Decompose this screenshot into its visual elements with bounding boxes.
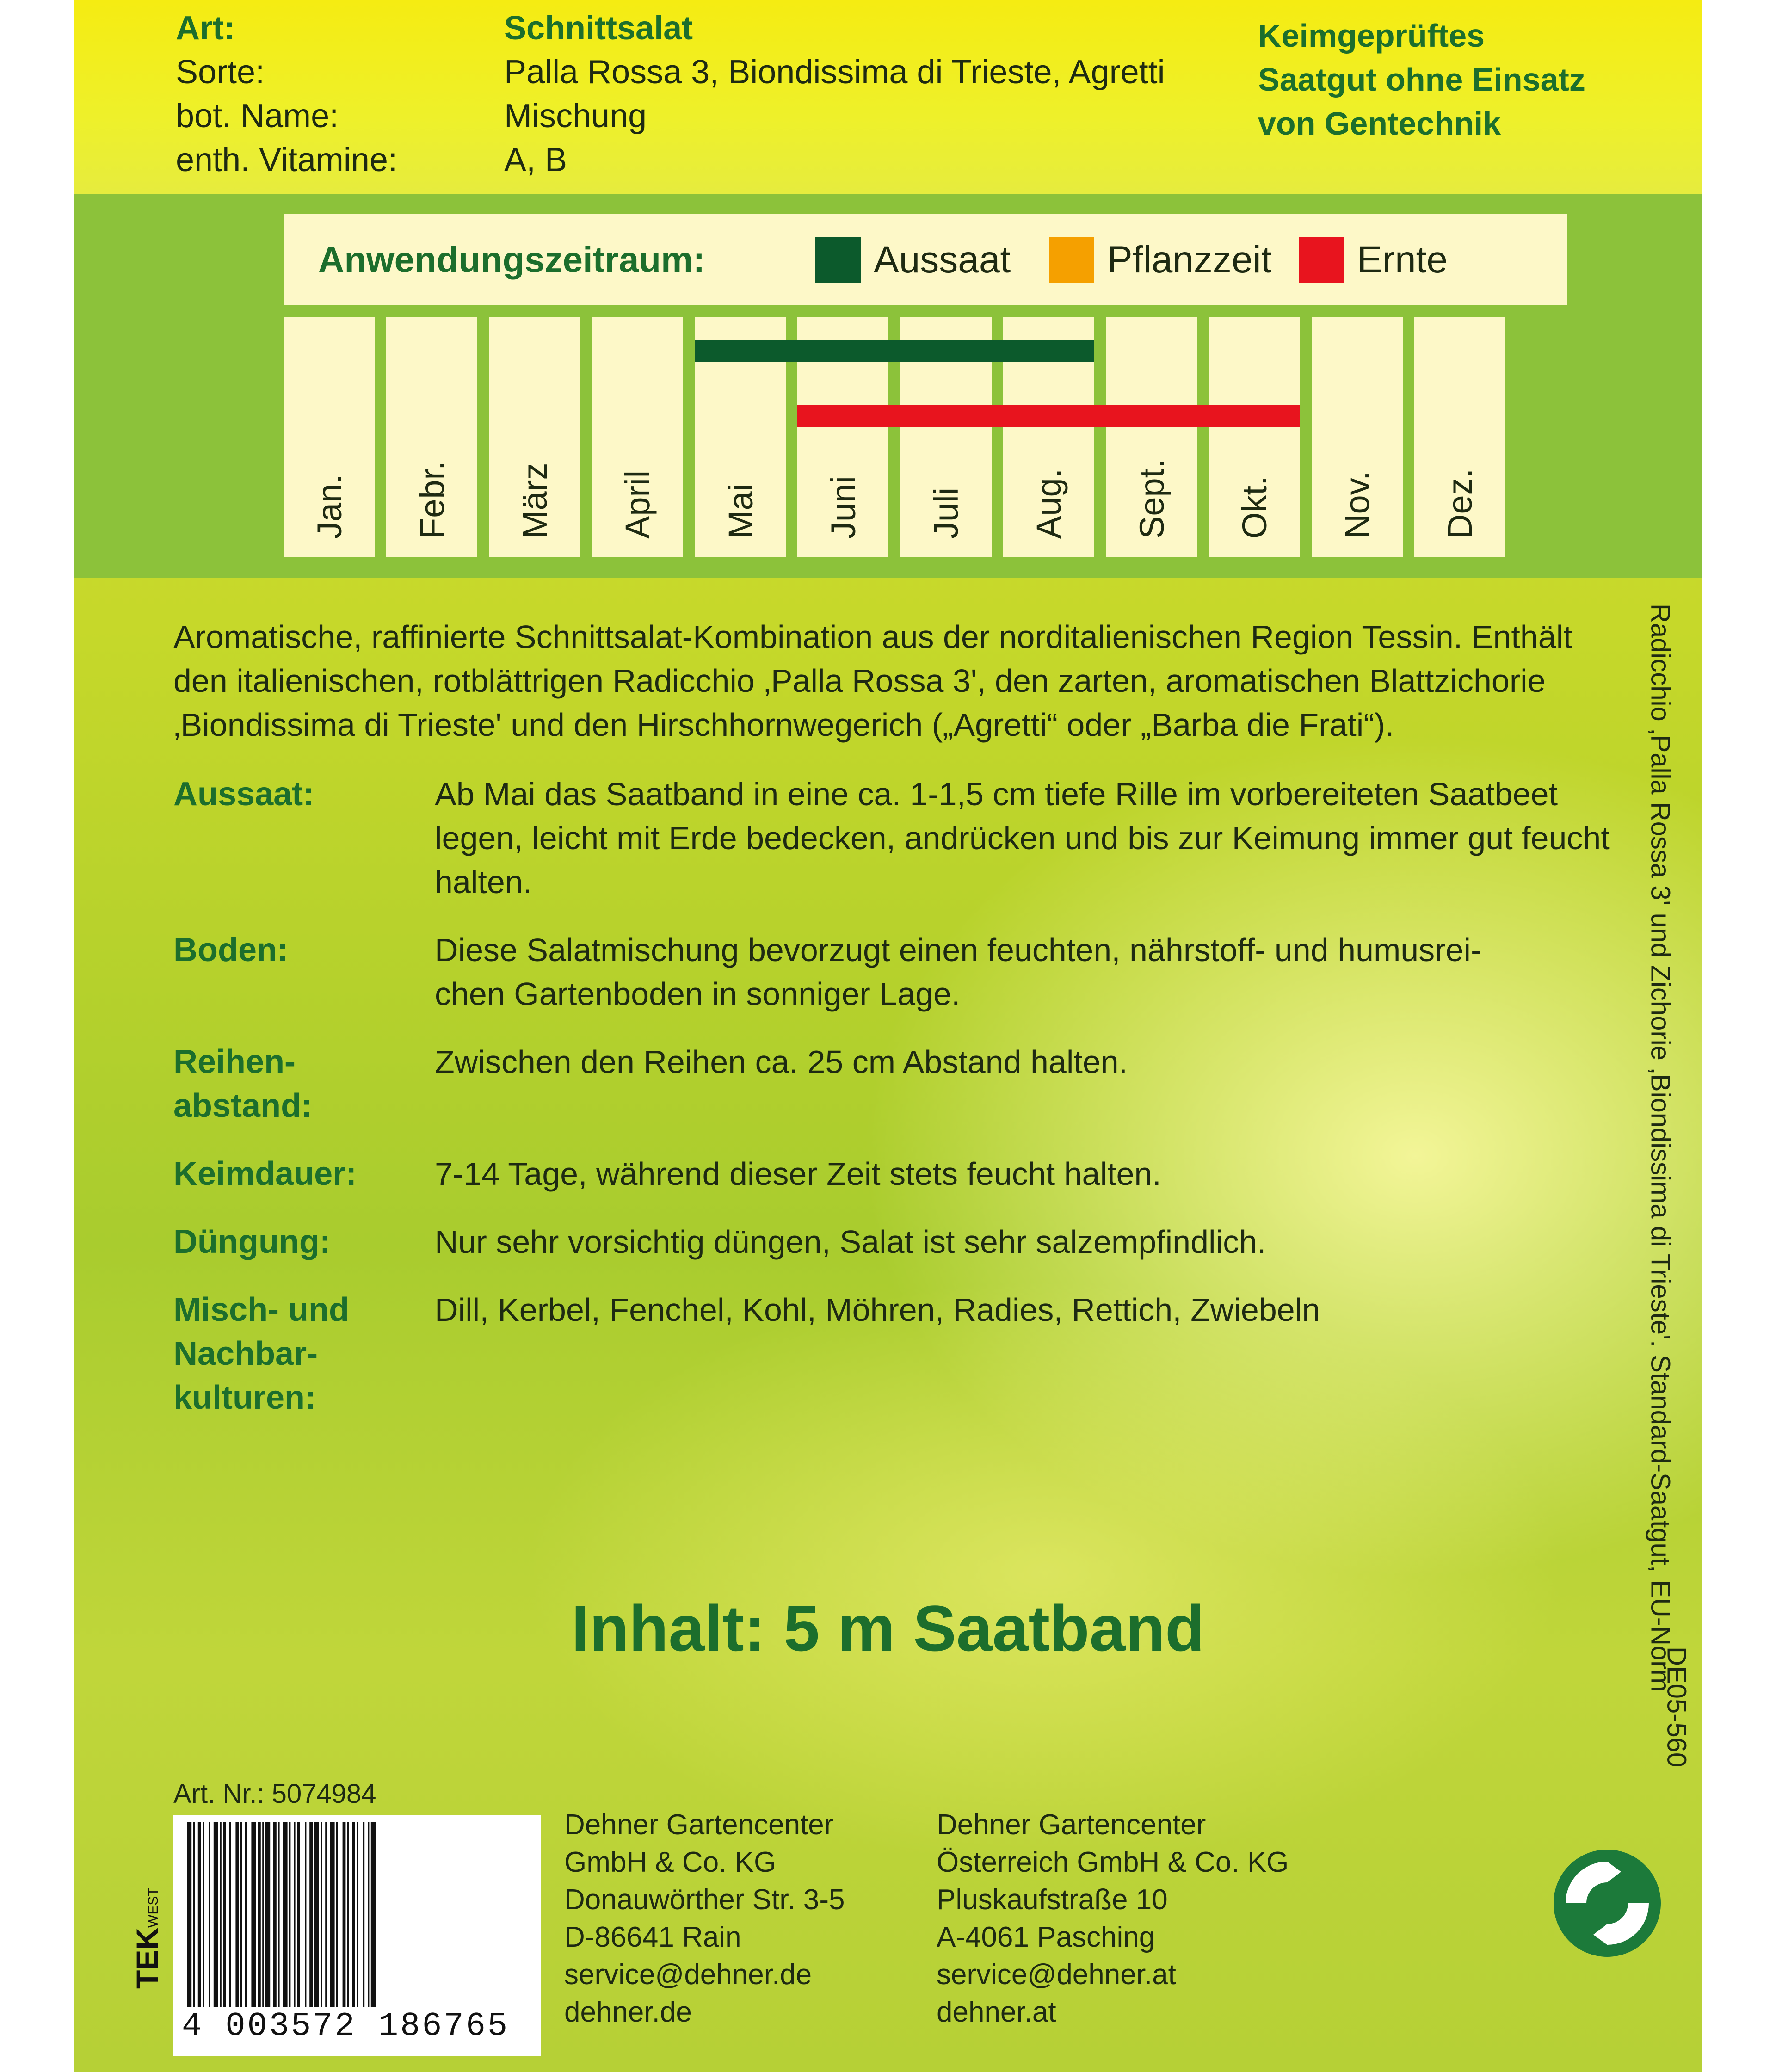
legend-label-aussaat: Aussaat — [874, 238, 1011, 281]
barcode-bar — [309, 1822, 313, 2007]
address-line: dehner.de — [564, 1996, 692, 2028]
month-column — [1106, 317, 1197, 557]
month-label-text: April — [618, 470, 657, 539]
section-boden — [173, 928, 1630, 1016]
barcode-bar — [283, 1822, 287, 2007]
month-label-text: Okt. — [1235, 476, 1274, 539]
barcode-bar — [265, 1822, 270, 2007]
section-duengung — [173, 1220, 1630, 1264]
barcode-bar — [289, 1822, 290, 2007]
barcode-bar — [262, 1822, 264, 2007]
barcode — [173, 1815, 541, 2056]
barcode-icon — [185, 1822, 530, 2007]
tek-logo-small: WEST — [146, 1887, 161, 1928]
instruction-sections — [173, 772, 1630, 1420]
quality-claim — [1258, 14, 1674, 146]
barcode-bar — [198, 1822, 201, 2007]
address-line: Dehner Gartencenter — [564, 1809, 834, 1841]
address-line: D-86641 Rain — [564, 1921, 741, 1953]
barcode-bar — [251, 1822, 256, 2007]
barcode-bar — [297, 1822, 300, 2007]
month-column — [1312, 317, 1403, 557]
month-label-text: Sept. — [1132, 459, 1171, 539]
info-label-vitamine: enth. Vitamine: — [176, 142, 397, 179]
info-labels — [176, 6, 397, 182]
section-aussaat — [173, 772, 1630, 904]
content-amount: Inhalt: 5 m Saatband — [571, 1592, 1205, 1665]
barcode-bar — [258, 1822, 261, 2007]
barcode-bar — [305, 1822, 306, 2007]
month-label-text: Juni — [824, 476, 863, 539]
month-grid — [284, 317, 1567, 557]
info-value-sorte: Palla Rossa 3, Biondissima di Trieste, Agretti — [504, 54, 1165, 91]
month-label-text: Aug. — [1030, 468, 1068, 539]
tek-logo — [130, 1813, 166, 1989]
section-mischkulturen — [173, 1288, 1630, 1420]
section-text: Dill, Kerbel, Fenchel, Kohl, Möhren, Radies, Rettich, Zwiebeln — [435, 1292, 1320, 1328]
tek-logo-text — [130, 1887, 165, 1989]
doc-code-text: DE05-560 — [1661, 1646, 1692, 1768]
quality-line: Keimgeprüftes — [1258, 18, 1485, 54]
barcode-bar — [357, 1822, 358, 2007]
barcode-bar — [314, 1822, 319, 2007]
barcode-bar — [220, 1822, 221, 2007]
info-label-sorte: Sorte: — [176, 54, 265, 91]
side-variety-note — [1633, 604, 1688, 1692]
section-label: Reihen- abstand: — [173, 1043, 313, 1124]
section-text: Diese Salatmischung bevorzugt einen feuchten, nährstoff- und humusrei- chen Gartenboden in sonniger Lage. — [435, 932, 1482, 1012]
period-bar-aussaat — [695, 340, 1094, 362]
month-column — [1209, 317, 1300, 557]
address-germany — [564, 1806, 845, 2031]
month-label-text: März — [516, 462, 554, 539]
legend-aussaat — [815, 214, 1011, 305]
section-text: 7-14 Tage, während dieser Zeit stets feucht halten. — [435, 1156, 1161, 1192]
barcode-bar — [330, 1822, 334, 2007]
address-austria — [937, 1806, 1289, 2031]
month-column — [284, 317, 375, 557]
quality-line: von Gentechnik — [1258, 105, 1501, 142]
barcode-bar — [209, 1822, 210, 2007]
barcode-bar — [240, 1822, 242, 2007]
address-line: dehner.at — [937, 1996, 1056, 2028]
section-label: Düngung: — [173, 1223, 331, 1260]
section-text: Ab Mai das Saatband in eine ca. 1-1,5 cm tiefe Rille im vorbereiteten Saatbeet legen, leicht mit Erde bedecken, andrücken und bis zur Keimung immer gut feucht halten. — [435, 776, 1610, 900]
month-label-text: Nov. — [1338, 471, 1376, 539]
legend-label-ernte: Ernte — [1357, 238, 1448, 281]
info-values — [504, 6, 1165, 182]
barcode-bar — [245, 1822, 247, 2007]
main-content — [173, 615, 1630, 1444]
section-label: Misch- und Nachbar- kulturen: — [173, 1291, 349, 1416]
legend-label-pflanzzeit: Pflanzzeit — [1107, 238, 1272, 281]
info-label-bot-name: bot. Name: — [176, 98, 339, 135]
address-line: service@dehner.de — [564, 1959, 812, 1991]
month-column — [1414, 317, 1505, 557]
barcode-bar — [229, 1822, 231, 2007]
product-info-header — [74, 0, 1702, 194]
barcode-bar — [343, 1822, 346, 2007]
product-description: Aromatische, raffinierte Schnittsalat-Kombination aus der norditalienischen Region Tessin. Enthält den italienischen, rotblättrigen Radicchio ‚Palla Rossa 3', den zarten, aromatischen Blattzichorie ‚Biondissima di Trieste' und den Hirschhornwegerich („Agretti“ oder „Barba die Frati“). — [173, 619, 1572, 743]
barcode-bar — [223, 1822, 226, 2007]
tek-logo-main: TEK — [130, 1928, 164, 1989]
recycling-green-dot-icon — [1552, 1848, 1663, 1959]
month-label-text: Juli — [927, 487, 965, 539]
month-column — [386, 317, 477, 557]
section-text: Zwischen den Reihen ca. 25 cm Abstand halten. — [435, 1044, 1128, 1080]
month-label-text: Mai — [721, 483, 760, 539]
barcode-bar — [352, 1822, 355, 2007]
barcode-bar — [325, 1822, 327, 2007]
period-bar-ernte — [797, 405, 1300, 427]
barcode-bar — [214, 1822, 218, 2007]
section-keimdauer — [173, 1152, 1630, 1196]
barcode-bar — [187, 1822, 191, 2007]
section-label: Aussaat: — [173, 776, 314, 813]
barcode-bar — [203, 1822, 204, 2007]
section-reihenabstand — [173, 1040, 1630, 1128]
info-label-art: Art: — [176, 10, 235, 47]
calendar-title: Anwendungszeitraum: — [318, 239, 705, 280]
barcode-bar — [371, 1822, 376, 2007]
info-value-vitamine: A, B — [504, 142, 567, 179]
section-text: Nur sehr vorsichtig düngen, Salat ist sehr salzempfindlich. — [435, 1224, 1266, 1260]
barcode-bar — [363, 1822, 364, 2007]
legend-swatch-pflanzzeit — [1049, 237, 1094, 283]
month-label-text: Dez. — [1441, 468, 1480, 539]
seed-packet-back — [74, 0, 1702, 2072]
month-column — [592, 317, 683, 557]
month-column — [489, 317, 580, 557]
barcode-bar — [273, 1822, 277, 2007]
month-label-text: Jan. — [310, 474, 349, 539]
address-line: GmbH & Co. KG — [564, 1846, 777, 1878]
calendar-legend — [284, 214, 1567, 305]
address-line: A-4061 Pasching — [937, 1921, 1155, 1953]
address-line: Dehner Gartencenter — [937, 1809, 1206, 1841]
legend-pflanzzeit — [1049, 214, 1272, 305]
info-value-bot-name: Mischung — [504, 98, 647, 135]
legend-swatch-aussaat — [815, 237, 861, 283]
legend-ernte — [1299, 214, 1448, 305]
address-line: service@dehner.at — [937, 1959, 1176, 1991]
barcode-bar — [294, 1822, 295, 2007]
month-label-text: Febr. — [413, 461, 451, 539]
barcode-bar — [235, 1822, 239, 2007]
barcode-bar — [336, 1822, 338, 2007]
section-label: Boden: — [173, 931, 288, 968]
address-line: Donauwörther Str. 3-5 — [564, 1884, 845, 1916]
barcode-bar — [278, 1822, 279, 2007]
legend-swatch-ernte — [1299, 237, 1344, 283]
barcode-bar — [321, 1822, 322, 2007]
article-number: Art. Nr.: 5074984 — [173, 1779, 376, 1809]
address-line: Österreich GmbH & Co. KG — [937, 1846, 1289, 1878]
section-label: Keimdauer: — [173, 1155, 357, 1192]
address-line: Pluskaufstraße 10 — [937, 1884, 1168, 1916]
side-variety-text: Radicchio ‚Palla Rossa 3' und Zichorie ‚Biondissima di Trieste'. Standard-Saatgut, EU-Norm — [1645, 604, 1676, 1692]
barcode-bar — [193, 1822, 195, 2007]
info-value-art: Schnittsalat — [504, 10, 693, 47]
barcode-bar — [368, 1822, 369, 2007]
quality-line: Saatgut ohne Einsatz — [1258, 62, 1585, 98]
barcode-number: 4 003572 186765 — [182, 2007, 510, 2045]
barcode-bar — [347, 1822, 349, 2007]
